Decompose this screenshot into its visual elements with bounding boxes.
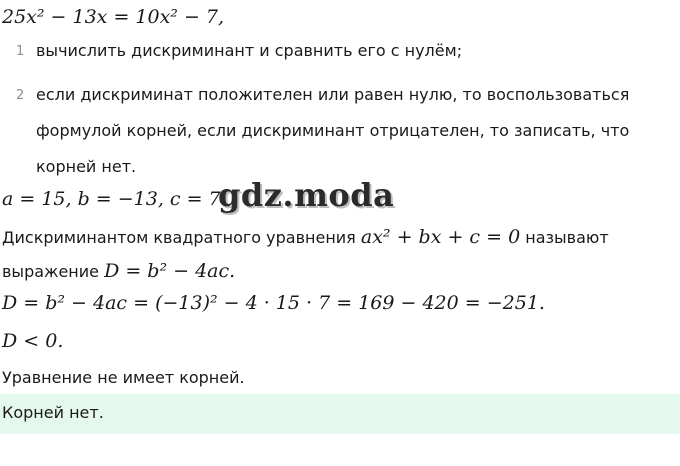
definition-line-2 <box>2 260 235 282</box>
watermark-logo: gdz.moda <box>218 176 395 214</box>
step-text: если дискриминат положителен или равен нулю, то воспользоваться формулой корней, если дискриминант отрицателен, то записать, что корней нет. <box>36 85 630 176</box>
step-text: вычислить дискриминант и сравнить его с нулём; <box>36 41 463 60</box>
coefficients-line: a = 15, b = −13, c = 7 <box>2 188 221 210</box>
definition-text-after: называют <box>520 228 609 247</box>
discriminant-calculation: D = b² − 4ac = (−13)² − 4 · 15 · 7 = 169 − 420 = −251. <box>2 292 545 314</box>
definition-text: Дискриминантом квадратного уравнения <box>2 228 361 247</box>
discriminant-formula: D = b² − 4ac. <box>104 260 236 282</box>
step-item-1 <box>16 42 656 69</box>
discriminant-comparison: D < 0. <box>2 330 64 352</box>
answer-box <box>0 394 680 434</box>
step-number: 1 <box>16 44 25 59</box>
conclusion-text: Уравнение не имеет корней. <box>2 368 245 387</box>
equation-top: 25x² − 13x = 10x² − 7, <box>2 6 225 28</box>
definition-line <box>2 226 609 248</box>
definition-label: выражение <box>2 262 105 281</box>
answer-text: Корней нет. <box>2 403 104 422</box>
step-number: 2 <box>16 88 25 103</box>
step-item-2 <box>16 86 656 185</box>
quadratic-equation: ax² + bx + c = 0 <box>360 226 521 248</box>
